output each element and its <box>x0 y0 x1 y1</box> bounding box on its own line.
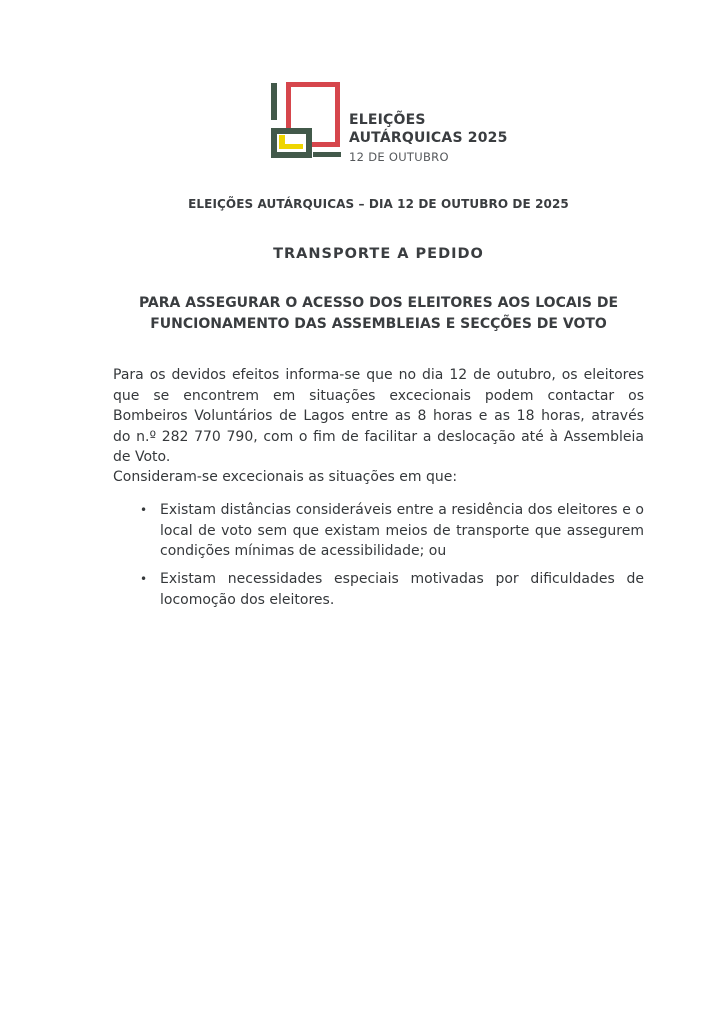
document-header-line: ELEIÇÕES AUTÁRQUICAS – DIA 12 DE OUTUBRO DE 2025 <box>188 197 569 211</box>
logo-green-horizontal-bar <box>313 152 341 157</box>
bullet-item-distances <box>113 500 644 562</box>
logo-title-line2: AUTÁRQUICAS 2025 <box>349 130 508 146</box>
text-line: locomoção dos eleitores. <box>160 591 335 608</box>
logo-green-square <box>271 128 312 158</box>
text-line: de Voto. <box>113 449 171 466</box>
text-line: local de voto sem que existam meios de transporte que assegurem <box>160 522 644 539</box>
logo-wordmark <box>349 111 508 166</box>
text-line: condições mínimas de acessibilidade; ou <box>160 543 447 560</box>
logo-green-vertical-bar <box>271 83 277 120</box>
text-line: do n.º 282 770 790, com o fim de facilitar a deslocação até à Assembleia <box>113 428 644 445</box>
bullet-dot-icon: • <box>140 503 148 517</box>
text-line: FUNCIONAMENTO DAS ASSEMBLEIAS E SECÇÕES DE VOTO <box>150 315 607 332</box>
logo-title-line1: ELEIÇÕES <box>349 112 426 128</box>
text-line: Bombeiros Voluntários de Lagos entre as 8 horas e as 18 horas, através <box>113 408 644 425</box>
text-line: Existam distâncias consideráveis entre a residência dos eleitores e o <box>160 502 644 518</box>
text-line: Existam necessidades especiais motivadas por dificuldades de <box>160 571 644 587</box>
logo-date-line: 12 DE OUTUBRO <box>349 150 449 164</box>
text-line: que se encontrem em situações excecionais podem contactar os <box>113 387 644 404</box>
bullet-dot-icon: • <box>140 572 148 586</box>
bullet-text <box>160 569 644 610</box>
logo-yellow-corner-base <box>279 144 303 149</box>
text-line: Para os devidos efeitos informa-se que no dia 12 de outubro, os eleitores <box>113 367 644 383</box>
bullet-item-special-needs <box>113 569 644 610</box>
elections-logo-icon <box>271 82 351 162</box>
document-title: TRANSPORTE A PEDIDO <box>273 246 484 262</box>
main-paragraph <box>113 365 644 468</box>
bullet-text <box>160 500 644 562</box>
text-line: PARA ASSEGURAR O ACESSO DOS ELEITORES AOS LOCAIS DE <box>138 295 619 311</box>
conditions-intro-line: Consideram-se excecionais as situações em que: <box>113 469 458 485</box>
document-subtitle <box>113 293 644 334</box>
